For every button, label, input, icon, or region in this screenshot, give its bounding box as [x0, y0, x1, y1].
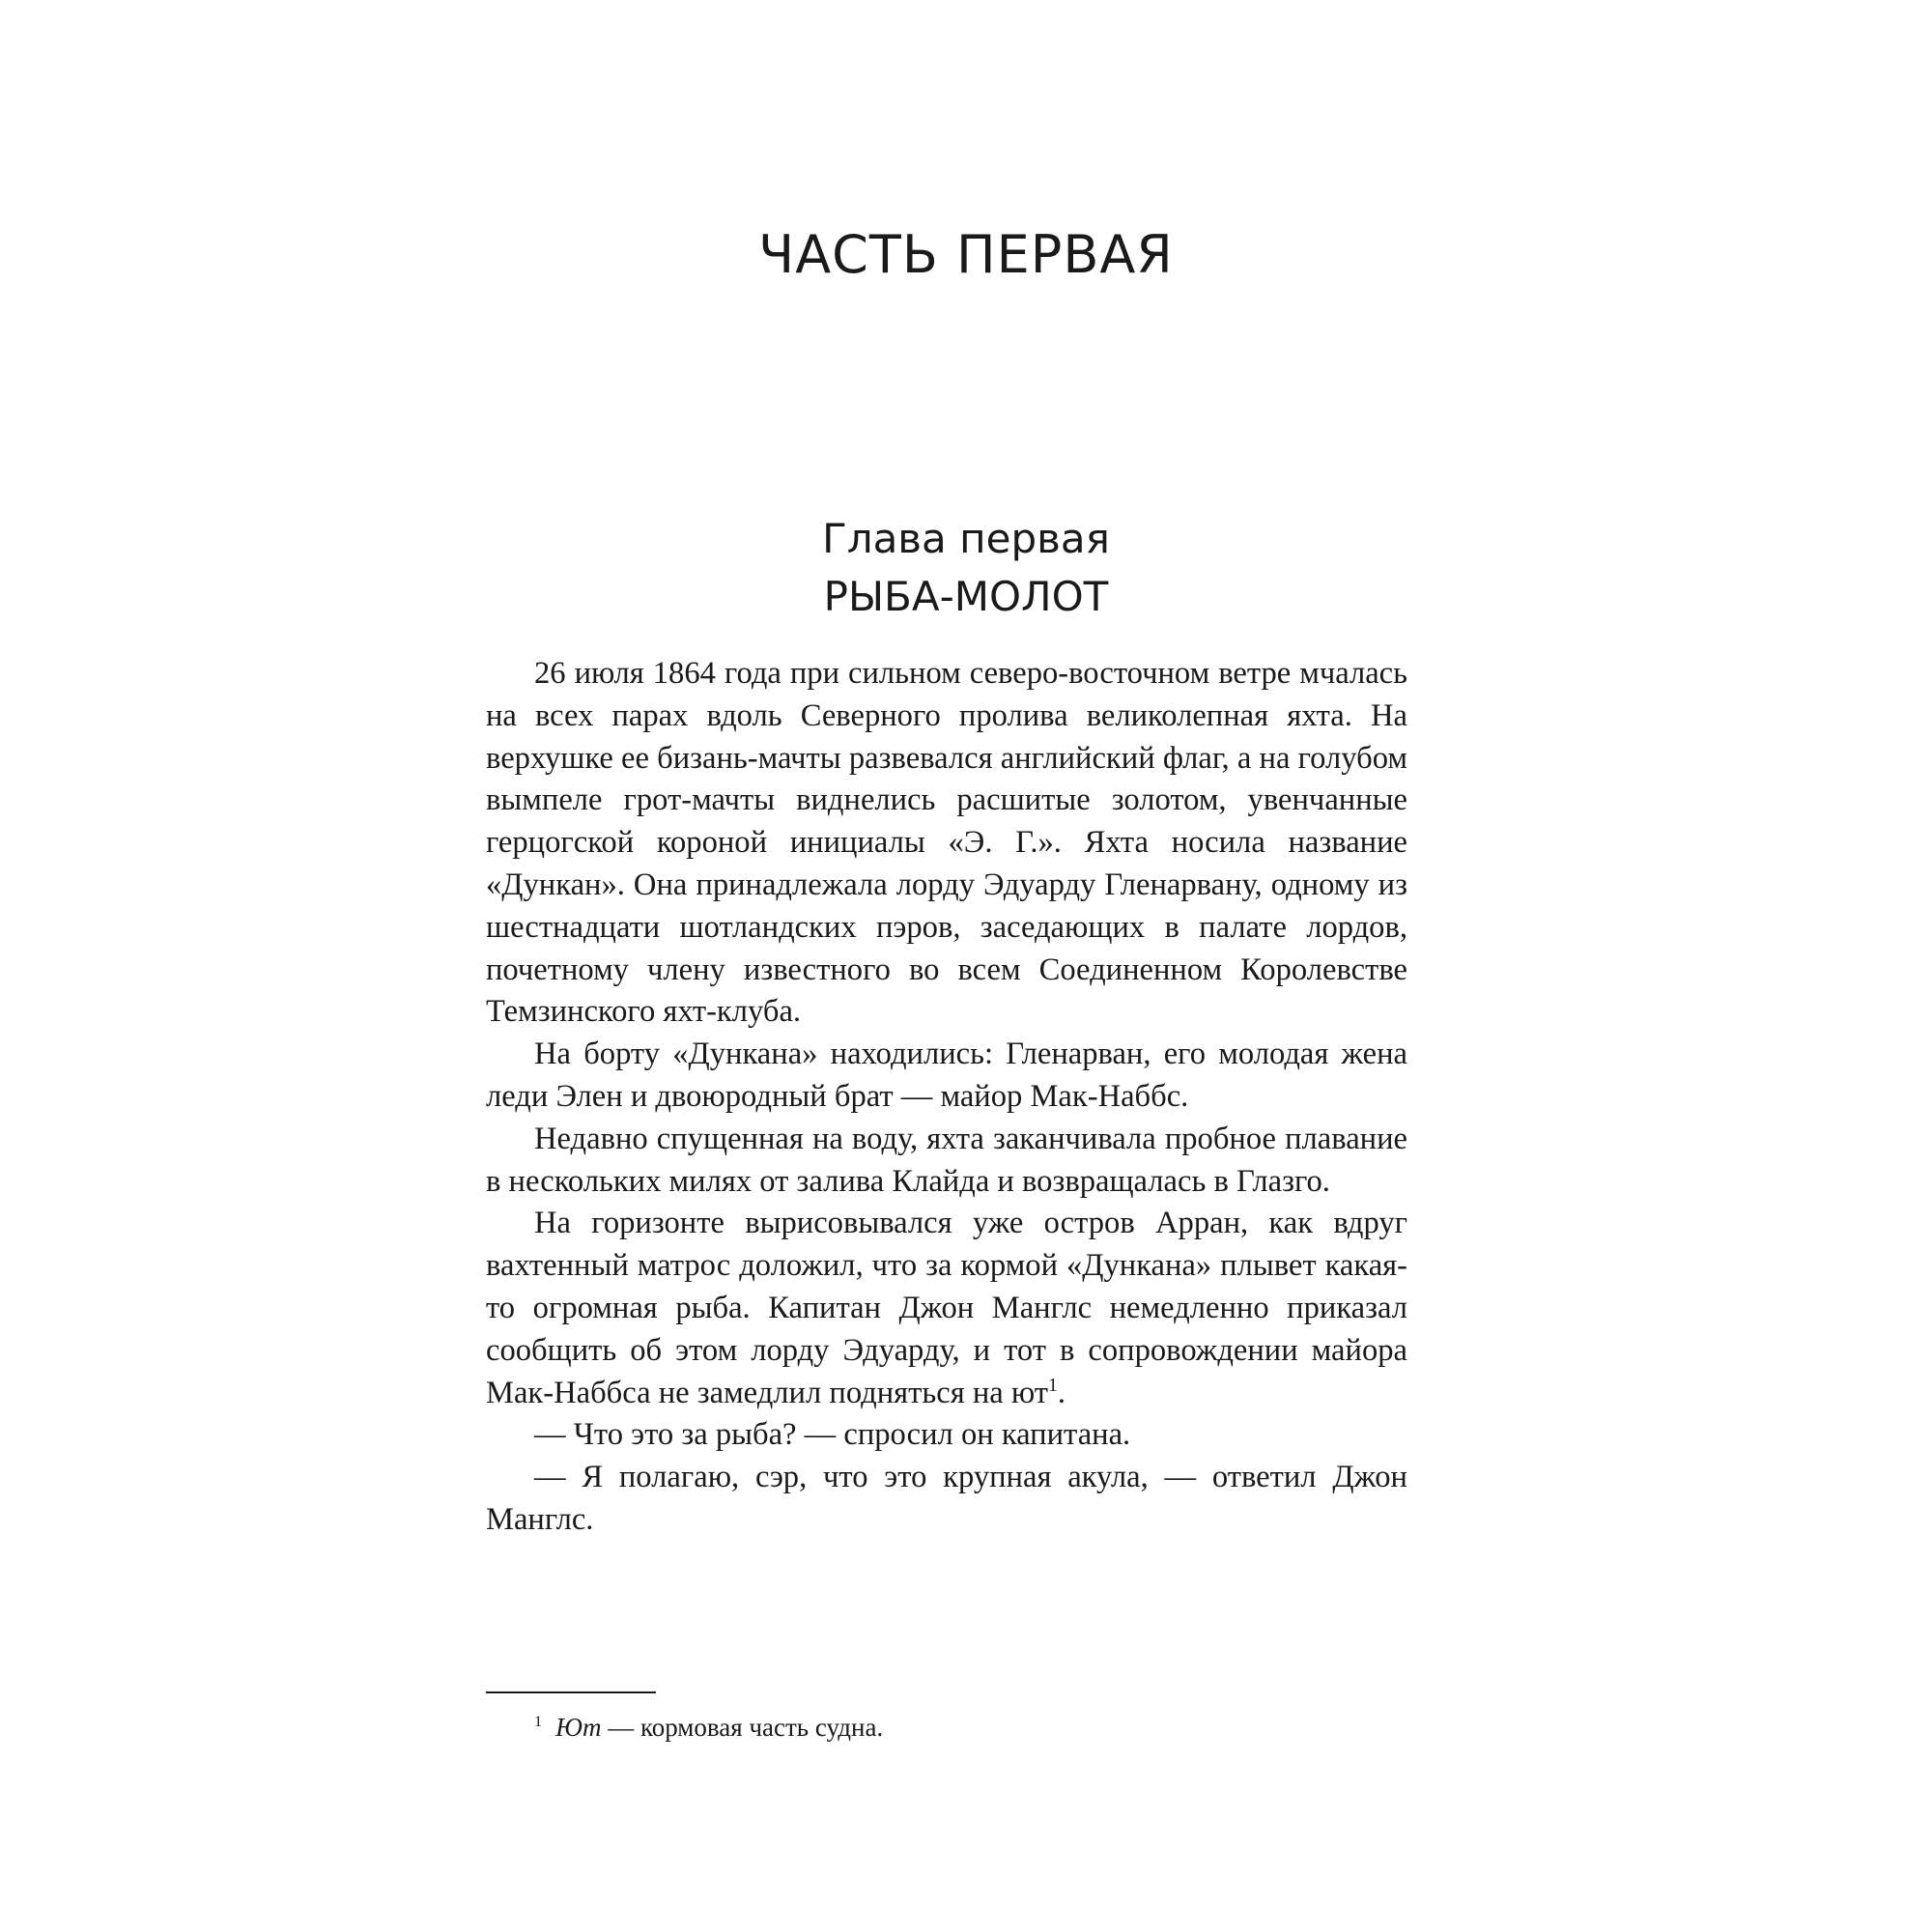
chapter-title: РЫБА-МОЛОТ — [823, 573, 1109, 620]
part-title: ЧАСТЬ ПЕРВАЯ — [758, 224, 1174, 285]
footnote-number: 1 — [534, 1713, 543, 1730]
paragraph: — Что это за рыба? — спросил он капитана. — [534, 1417, 1131, 1453]
paragraph: — Я полагаю, сэр, что это крупная акула, — ответил Джон Манглс. — [486, 1460, 1407, 1537]
chapter-heading — [0, 510, 1932, 626]
footnote — [534, 1710, 883, 1745]
paragraph-end: . — [1057, 1375, 1065, 1410]
paragraph: Недавно спущенная на воду, яхта заканчивала пробное плавание в нескольких милях от залива Клайда и возвращалась в Глазго. — [486, 1121, 1407, 1199]
paragraph-text: На горизонте вырисовывался уже остров Арран, как вдруг вахтенный матрос доложил, что за кормой «Дункана» плывет какая-то огромная рыба. Капитан Джон Манглс немедленно приказал сообщить об этом лорду Эдуарду, и тот в сопровождении майора Мак-Наббса не замедлил подняться на ют — [486, 1206, 1407, 1410]
footnote-term: Ют — [555, 1713, 602, 1742]
chapter-number: Глава первая — [822, 515, 1110, 562]
footnote-text: — кормовая часть судна. — [601, 1713, 884, 1742]
body-text — [486, 653, 1407, 1542]
paragraph: На борту «Дункана» находились: Гленарван, его молодая жена леди Элен и двоюродный брат — майор Мак-Наббс. — [486, 1037, 1407, 1114]
footnote-reference[interactable]: 1 — [1048, 1375, 1058, 1396]
footnote-divider — [486, 1691, 656, 1693]
paragraph — [486, 1203, 1407, 1414]
paragraph: 26 июля 1864 года при сильном северо-восточном ветре мчалась на всех парах вдоль Северного пролива великолепная яхта. На верхушке ее бизань-мачты развевался английский флаг, а на голубом вымпеле грот-мачты виднелись расшитые золотом, увенчанные герцогской короной инициалы «Э. Г.». Яхта носила название «Дункан». Она принадлежала лорду Эдуарду Гленарвану, одному из шестнадцати шотландских пэров, заседающих в палате лордов, почетному члену известного во всем Соединенном Королевстве Темзинского яхт-клуба. — [486, 656, 1407, 1030]
